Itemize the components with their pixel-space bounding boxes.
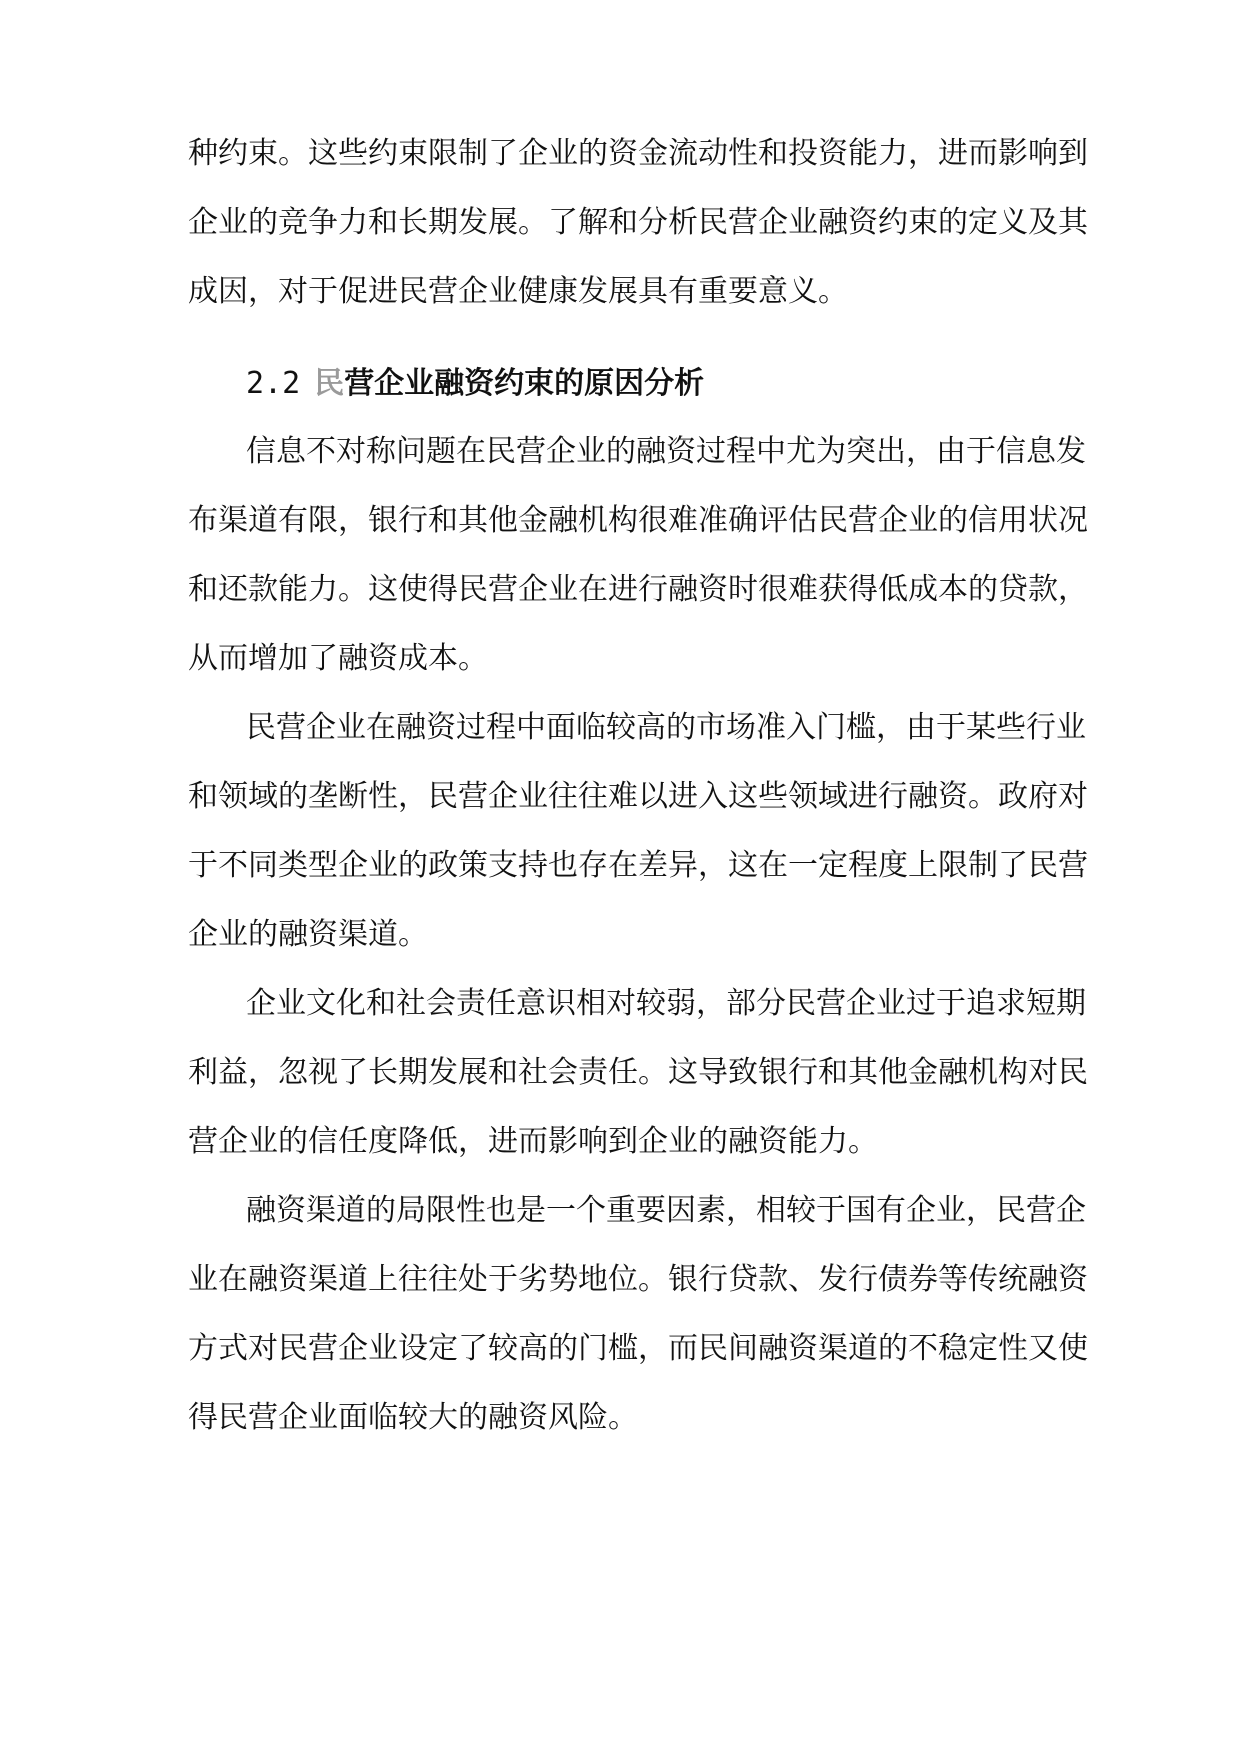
section-heading	[246, 364, 704, 404]
text-line: 成因，对于促进民营企业健康发展具有重要意义。	[188, 274, 848, 309]
text-line: 业在融资渠道上往往处于劣势地位。银行贷款、发行债券等传统融资	[188, 1262, 1088, 1297]
text-line: 民营企业在融资过程中面临较高的市场准入门槛，由于某些行业	[246, 710, 1086, 745]
text-line: 融资渠道的局限性也是一个重要因素，相较于国有企业，民营企	[246, 1193, 1086, 1228]
text-line: 于不同类型企业的政策支持也存在差异，这在一定程度上限制了民营	[188, 848, 1088, 883]
text-line: 企业的竞争力和长期发展。了解和分析民营企业融资约束的定义及其	[188, 205, 1088, 240]
section-title-rest: 营企业融资约束的原因分析	[344, 366, 705, 401]
text-line: 营企业的信任度降低，进而影响到企业的融资能力。	[188, 1124, 878, 1159]
text-line: 企业文化和社会责任意识相对较弱，部分民营企业过于追求短期	[246, 986, 1086, 1021]
section-title-first-char: 民	[314, 366, 345, 401]
text-line: 信息不对称问题在民营企业的融资过程中尤为突出，由于信息发	[246, 434, 1086, 469]
text-line: 从而增加了融资成本。	[188, 641, 488, 676]
text-line: 利益，忽视了长期发展和社会责任。这导致银行和其他金融机构对民	[188, 1055, 1088, 1090]
text-line: 企业的融资渠道。	[188, 917, 428, 952]
section-number: 2.2	[246, 366, 301, 401]
text-line: 方式对民营企业设定了较高的门槛，而民间融资渠道的不稳定性又使	[188, 1331, 1088, 1366]
text-line: 种约束。这些约束限制了企业的资金流动性和投资能力，进而影响到	[188, 136, 1088, 171]
text-line: 得民营企业面临较大的融资风险。	[188, 1400, 638, 1435]
text-line: 和还款能力。这使得民营企业在进行融资时很难获得低成本的贷款，	[188, 572, 1088, 607]
text-line: 布渠道有限，银行和其他金融机构很难准确评估民营企业的信用状况	[188, 503, 1088, 538]
text-line: 和领域的垄断性，民营企业往往难以进入这些领域进行融资。政府对	[188, 779, 1088, 814]
